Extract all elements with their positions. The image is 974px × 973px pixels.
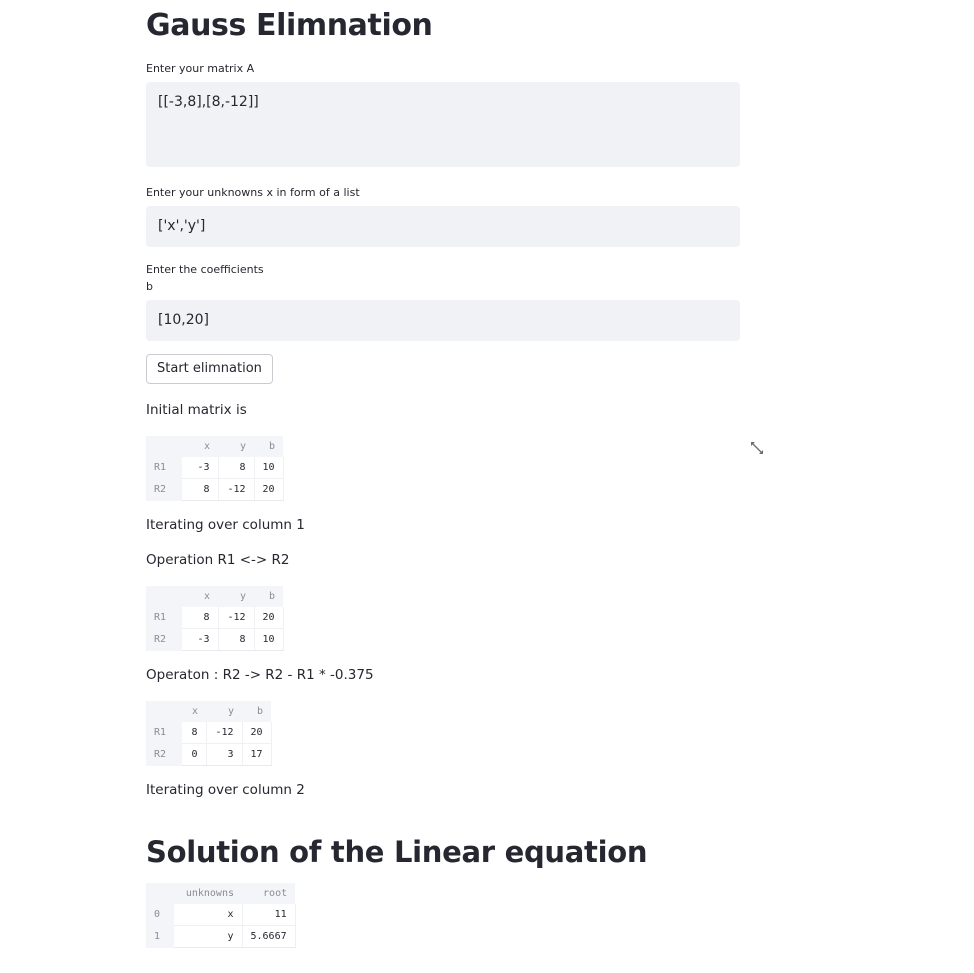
table-row	[146, 744, 271, 766]
initial-matrix-table	[146, 436, 284, 501]
table-cell: 20	[254, 479, 283, 501]
matrix-textarea[interactable]: [[-3,8],[8,-12]]	[146, 82, 740, 167]
table-cell: 3	[206, 744, 242, 766]
row-label: R1	[146, 607, 182, 629]
table-cell: 0	[182, 744, 206, 766]
column-header: x	[182, 701, 206, 722]
table-row	[146, 722, 271, 744]
initial-matrix-label: Initial matrix is	[146, 402, 247, 418]
row-label: R2	[146, 744, 182, 766]
table-cell: 8	[218, 457, 254, 479]
table-row	[146, 629, 283, 651]
unknowns-input-label: Enter your unknowns x in form of a list	[146, 186, 360, 199]
table-cell: 10	[254, 629, 283, 651]
column-header: b	[242, 701, 271, 722]
table-header-row	[146, 586, 283, 607]
coefficients-input[interactable]: [10,20]	[146, 300, 740, 341]
solution-table	[146, 883, 296, 948]
column-header: root	[242, 883, 295, 904]
table-row	[146, 479, 283, 501]
table-cell: 10	[254, 457, 283, 479]
row-label: R2	[146, 479, 182, 501]
table-header-row	[146, 701, 271, 722]
index-header	[146, 883, 174, 904]
iterating-column-1-text: Iterating over column 1	[146, 517, 305, 533]
table-cell: 20	[242, 722, 271, 744]
column-header: b	[254, 586, 283, 607]
page-title: Gauss Elimnation	[146, 8, 433, 43]
row-label: R2	[146, 629, 182, 651]
table-row	[146, 926, 295, 948]
index-header	[146, 436, 182, 457]
column-header: y	[218, 436, 254, 457]
table-header-row	[146, 883, 295, 904]
operation-swap-text: Operation R1 <-> R2	[146, 552, 290, 568]
matrix-input-label: Enter your matrix A	[146, 62, 255, 75]
unknowns-input[interactable]: ['x','y']	[146, 206, 740, 247]
row-label: R1	[146, 722, 182, 744]
solution-heading: Solution of the Linear equation	[146, 835, 648, 869]
table-cell: 11	[242, 904, 295, 926]
table-cell: 5.6667	[242, 926, 295, 948]
column-header: x	[182, 436, 218, 457]
table-cell: 17	[242, 744, 271, 766]
index-header	[146, 701, 182, 722]
table-row	[146, 607, 283, 629]
column-header: unknowns	[174, 883, 242, 904]
table-cell: x	[174, 904, 242, 926]
table-cell: 8	[182, 722, 206, 744]
table-row	[146, 457, 283, 479]
elimination-result-table	[146, 701, 272, 766]
table-cell: 20	[254, 607, 283, 629]
table-row	[146, 904, 295, 926]
column-header: x	[182, 586, 218, 607]
iterating-column-2-text: Iterating over column 2	[146, 782, 305, 798]
expand-icon[interactable]	[750, 440, 764, 454]
table-cell: -12	[218, 479, 254, 501]
row-label: R1	[146, 457, 182, 479]
table-cell: 8	[182, 607, 218, 629]
column-header: y	[206, 701, 242, 722]
column-header: b	[254, 436, 283, 457]
column-header: y	[218, 586, 254, 607]
operation-elimination-text: Operaton : R2 -> R2 - R1 * -0.375	[146, 667, 374, 683]
table-cell: -12	[218, 607, 254, 629]
table-header-row	[146, 436, 283, 457]
table-cell: -3	[182, 457, 218, 479]
table-cell: -3	[182, 629, 218, 651]
row-label: 0	[146, 904, 174, 926]
row-label: 1	[146, 926, 174, 948]
table-cell: y	[174, 926, 242, 948]
start-elimination-button[interactable]: Start elimnation	[146, 354, 273, 384]
index-header	[146, 586, 182, 607]
table-cell: 8	[182, 479, 218, 501]
coefficients-input-label: Enter the coefficients	[146, 263, 264, 276]
table-cell: -12	[206, 722, 242, 744]
table-cell: 8	[218, 629, 254, 651]
coefficients-input-label-b: b	[146, 280, 153, 293]
swap-result-table	[146, 586, 284, 651]
